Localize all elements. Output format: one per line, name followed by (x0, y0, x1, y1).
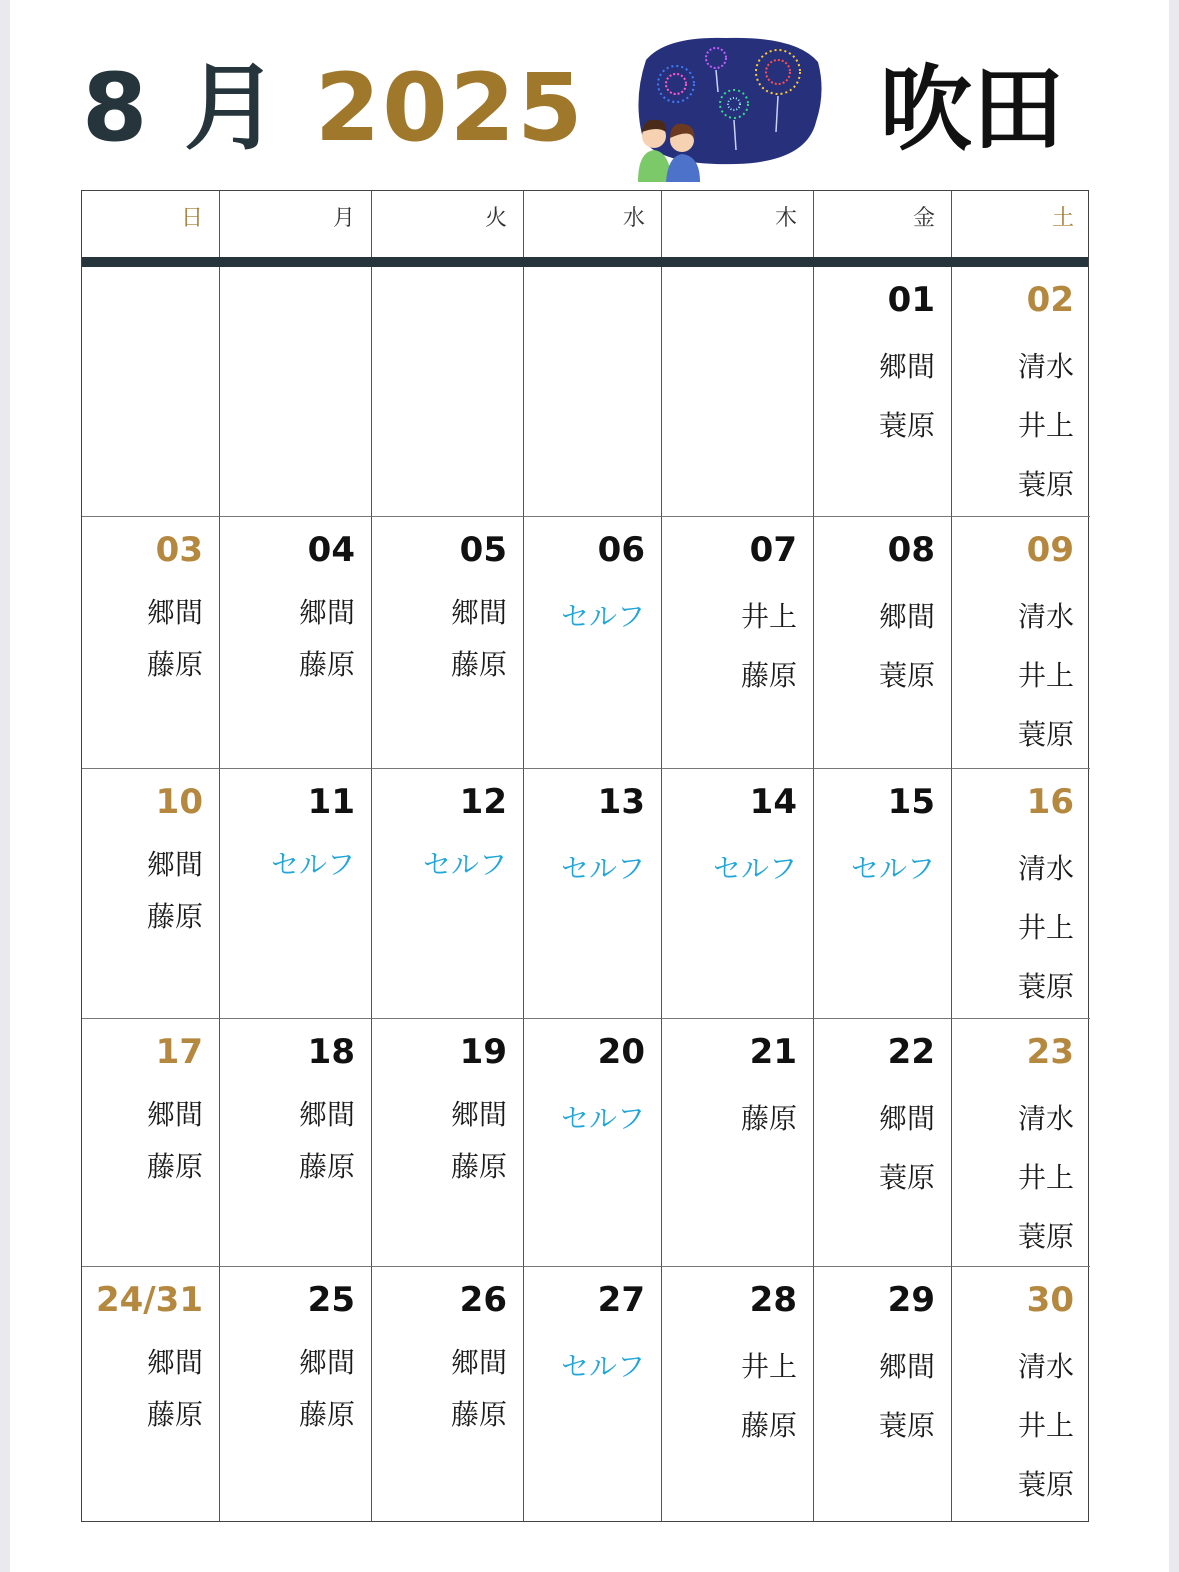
page-title (82, 54, 585, 163)
day-number: 27 (597, 1280, 645, 1320)
weekday-label: 日 (180, 206, 203, 231)
staff-name: 藤原 (298, 1150, 355, 1183)
staff-list (741, 587, 797, 705)
day-cell (952, 1267, 1090, 1521)
staff-list (451, 1337, 507, 1441)
day-number: 25 (307, 1280, 355, 1320)
day-cell (220, 517, 372, 769)
day-cell (952, 517, 1090, 769)
day-cell (814, 1019, 952, 1267)
staff-name: 清水 (1017, 350, 1074, 383)
staff-name: 蓑原 (1017, 468, 1074, 501)
day-cell (662, 1267, 814, 1521)
staff-list (1018, 337, 1074, 514)
staff-name: 郷間 (298, 596, 355, 629)
staff-name: 清水 (1017, 1350, 1074, 1383)
weekday-header-sun (82, 191, 220, 257)
weekday-header-fri (814, 191, 952, 257)
day-cell (82, 1267, 220, 1521)
day-number: 05 (459, 530, 507, 570)
day-number: 14 (749, 782, 797, 822)
staff-name: 井上 (1017, 1409, 1074, 1442)
day-cell (82, 769, 220, 1019)
day-cell (952, 769, 1090, 1019)
staff-name: 郷間 (146, 1098, 203, 1131)
day-cell (952, 1019, 1090, 1267)
staff-list (1018, 1089, 1074, 1266)
weekday-label: 金 (912, 206, 935, 231)
staff-name: 郷間 (450, 1346, 507, 1379)
day-cell (220, 1267, 372, 1521)
staff-name: 清水 (1017, 600, 1074, 633)
day-number: 15 (887, 782, 935, 822)
staff-list (879, 1337, 935, 1455)
staff-list (299, 1337, 355, 1441)
day-number: 22 (887, 1032, 935, 1072)
staff-list (1018, 1337, 1074, 1514)
staff-list (561, 587, 645, 646)
staff-list (1018, 839, 1074, 1016)
staff-name: 蓑原 (1017, 1220, 1074, 1253)
day-number: 11 (307, 782, 355, 822)
staff-list (271, 839, 355, 891)
staff-list (147, 839, 203, 943)
day-cell (524, 1019, 662, 1267)
weekday-label: 月 (332, 206, 355, 231)
self-label: セルフ (560, 1350, 645, 1383)
staff-name: 郷間 (878, 600, 935, 633)
self-label: セルフ (560, 600, 645, 633)
staff-name: 藤原 (450, 1398, 507, 1431)
day-number: 28 (749, 1280, 797, 1320)
day-cell (662, 1019, 814, 1267)
day-cell (814, 769, 952, 1019)
staff-name: 藤原 (740, 659, 797, 692)
day-cell (220, 1019, 372, 1267)
staff-name: 井上 (740, 600, 797, 633)
staff-name: 藤原 (146, 900, 203, 933)
day-cell (662, 517, 814, 769)
self-label: セルフ (850, 852, 935, 885)
day-number: 09 (1026, 530, 1074, 570)
staff-name: 井上 (740, 1350, 797, 1383)
staff-name: 郷間 (298, 1098, 355, 1131)
day-cell (662, 267, 814, 517)
staff-name: 藤原 (450, 1150, 507, 1183)
staff-list (741, 1337, 797, 1455)
staff-list (851, 839, 935, 898)
week-row (82, 769, 1088, 1019)
calendar-page (10, 0, 1169, 1572)
staff-name: 蓑原 (1017, 718, 1074, 751)
day-cell (82, 517, 220, 769)
day-number: 06 (597, 530, 645, 570)
day-number: 10 (155, 782, 203, 822)
staff-list (879, 587, 935, 705)
staff-name: 郷間 (878, 1102, 935, 1135)
day-number: 20 (597, 1032, 645, 1072)
day-cell (372, 267, 524, 517)
staff-name: 藤原 (450, 648, 507, 681)
weekday-header-tue (372, 191, 524, 257)
staff-name: 清水 (1017, 1102, 1074, 1135)
staff-list (147, 1089, 203, 1193)
staff-list (147, 587, 203, 691)
staff-list (147, 1337, 203, 1441)
week-row (82, 267, 1088, 517)
weekday-header-sat (952, 191, 1090, 257)
staff-name: 蓑原 (878, 1161, 935, 1194)
day-number: 18 (307, 1032, 355, 1072)
staff-list (299, 587, 355, 691)
day-number: 04 (307, 530, 355, 570)
day-cell (220, 769, 372, 1019)
day-number: 02 (1026, 280, 1074, 320)
day-cell (372, 517, 524, 769)
staff-name: 井上 (1017, 1161, 1074, 1194)
staff-name: 藤原 (298, 648, 355, 681)
staff-name: 井上 (1017, 659, 1074, 692)
staff-name: 藤原 (740, 1409, 797, 1442)
staff-name: 郷間 (298, 1346, 355, 1379)
day-cell (220, 267, 372, 517)
day-number: 17 (155, 1032, 203, 1072)
weekday-label: 木 (774, 206, 797, 231)
staff-name: 藤原 (298, 1398, 355, 1431)
day-cell (524, 517, 662, 769)
day-number: 21 (749, 1032, 797, 1072)
day-cell (82, 267, 220, 517)
day-number: 16 (1026, 782, 1074, 822)
staff-list (741, 1089, 797, 1148)
day-cell (372, 1019, 524, 1267)
day-number: 12 (459, 782, 507, 822)
staff-name: 郷間 (878, 1350, 935, 1383)
weekday-label: 土 (1051, 206, 1074, 231)
staff-name: 井上 (1017, 409, 1074, 442)
fireworks-couple-illustration (626, 32, 826, 182)
staff-name: 藤原 (146, 1150, 203, 1183)
staff-name: 清水 (1017, 852, 1074, 885)
staff-name: 郷間 (878, 350, 935, 383)
day-number: 19 (459, 1032, 507, 1072)
day-number: 23 (1026, 1032, 1074, 1072)
day-cell (814, 517, 952, 769)
staff-list (451, 587, 507, 691)
header-divider (82, 257, 1088, 267)
weekday-label: 水 (622, 206, 645, 231)
staff-name: 郷間 (450, 596, 507, 629)
staff-name: 蓑原 (1017, 1468, 1074, 1501)
day-number: 26 (459, 1280, 507, 1320)
location-label: 吹田 (880, 56, 1065, 163)
staff-list (1018, 587, 1074, 764)
week-row (82, 1019, 1088, 1267)
day-cell (524, 1267, 662, 1521)
title-month: 8 月 (82, 54, 281, 163)
calendar-grid (81, 190, 1089, 1522)
staff-list (561, 1089, 645, 1148)
staff-name: 蓑原 (878, 409, 935, 442)
week-row (82, 1267, 1088, 1521)
staff-list (423, 839, 507, 891)
weekday-header-thu (662, 191, 814, 257)
self-label: セルフ (712, 852, 797, 885)
weekday-header-wed (524, 191, 662, 257)
day-number: 03 (155, 530, 203, 570)
day-cell (814, 267, 952, 517)
staff-name: 蓑原 (878, 1409, 935, 1442)
day-number: 30 (1026, 1280, 1074, 1320)
staff-name: 藤原 (146, 648, 203, 681)
staff-list (561, 839, 645, 898)
weekday-header-mon (220, 191, 372, 257)
staff-name: 蓑原 (878, 659, 935, 692)
self-label: セルフ (270, 848, 355, 881)
staff-list (561, 1337, 645, 1396)
day-number: 13 (597, 782, 645, 822)
weekday-label: 火 (484, 206, 507, 231)
title-year: 2025 (314, 54, 585, 163)
day-cell (814, 1267, 952, 1521)
staff-list (299, 1089, 355, 1193)
day-number: 29 (887, 1280, 935, 1320)
staff-name: 郷間 (450, 1098, 507, 1131)
staff-name: 蓑原 (1017, 970, 1074, 1003)
staff-name: 藤原 (146, 1398, 203, 1431)
staff-list (713, 839, 797, 898)
self-label: セルフ (560, 1102, 645, 1135)
staff-name: 郷間 (146, 596, 203, 629)
staff-list (451, 1089, 507, 1193)
day-number: 24/31 (95, 1280, 203, 1320)
staff-name: 郷間 (146, 848, 203, 881)
staff-name: 郷間 (146, 1346, 203, 1379)
weekday-header-row (82, 191, 1088, 257)
day-cell (524, 769, 662, 1019)
day-number: 08 (887, 530, 935, 570)
day-cell (524, 267, 662, 517)
staff-list (879, 1089, 935, 1207)
week-row (82, 517, 1088, 769)
day-cell (662, 769, 814, 1019)
self-label: セルフ (560, 852, 645, 885)
staff-name: 藤原 (740, 1102, 797, 1135)
day-cell (82, 1019, 220, 1267)
day-number: 01 (887, 280, 935, 320)
day-cell (372, 769, 524, 1019)
staff-name: 井上 (1017, 911, 1074, 944)
staff-list (879, 337, 935, 455)
day-number: 07 (749, 530, 797, 570)
day-cell (372, 1267, 524, 1521)
day-cell (952, 267, 1090, 517)
self-label: セルフ (422, 848, 507, 881)
